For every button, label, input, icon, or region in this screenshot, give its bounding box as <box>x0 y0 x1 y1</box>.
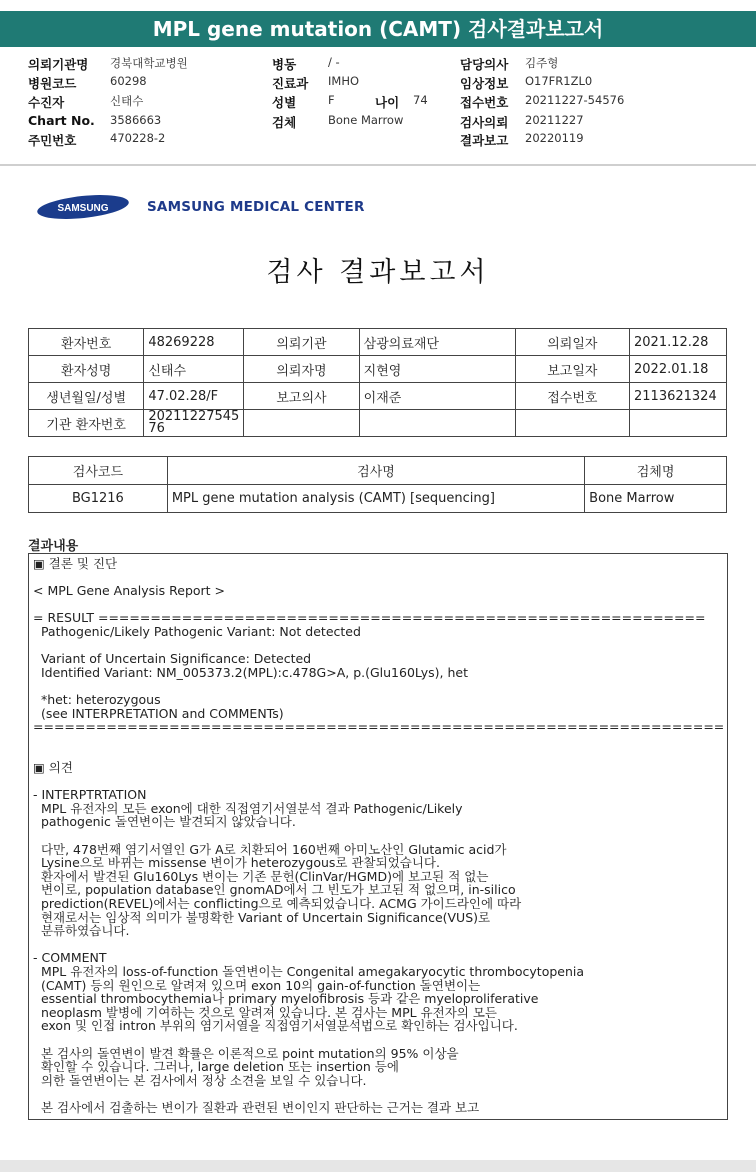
meta-value: 470228-2 <box>110 131 166 145</box>
table-header-cell <box>515 410 629 437</box>
table-header-cell: 환자번호 <box>29 329 144 356</box>
result-line: 분류하였습니다. <box>33 923 130 939</box>
table-row <box>29 485 727 513</box>
patient-info-table <box>28 328 727 437</box>
table-cell <box>359 410 515 437</box>
result-line: - INTERPTRTATION <box>33 787 147 803</box>
table-header-row <box>29 457 727 485</box>
result-line: = RESULT ========================================================== <box>33 610 706 626</box>
meta-value: 경북대학교병원 <box>110 56 188 70</box>
result-line: 환자에서 발견된 Glu160Lys 변이는 기존 문헌(ClinVar/HGMD)에 보고된 적 없는 <box>33 868 489 884</box>
meta-label: 병원코드 <box>28 76 77 91</box>
samsung-oval-icon <box>36 194 130 220</box>
result-line: ================================================================== <box>33 719 725 735</box>
table-header-cell: 의뢰자명 <box>244 356 359 383</box>
result-line: 현재로서는 임상적 의미가 불명확한 Variant of Uncertain Significance(VUS)로 <box>33 909 491 925</box>
table-row <box>29 383 727 410</box>
table-cell: 지현영 <box>359 356 515 383</box>
table-cell: 삼광의료재단 <box>359 329 515 356</box>
report-title: 검사 결과보고서 <box>266 257 490 288</box>
result-line: 본 검사의 돌연변이 발견 확률은 이론적으로 point mutation의 95% 이상을 <box>33 1045 459 1061</box>
result-line: essential thrombocythemia나 primary myelofibrosis 등과 같은 myeloproliferative <box>33 991 539 1007</box>
result-line: exon 및 인접 intron 부위의 염기서열을 직접염기서열분석법으로 확인하는 검사입니다. <box>33 1018 518 1034</box>
table-cell: 48269228 <box>144 329 244 356</box>
table-cell: Bone Marrow <box>585 485 727 513</box>
meta-label: 담당의사 <box>460 57 509 72</box>
result-line: (see INTERPRETATION and COMMENTs) <box>33 705 284 721</box>
result-line: ▣ 의견 <box>33 760 73 775</box>
meta-label: 임상정보 <box>460 76 509 91</box>
divider <box>0 164 756 166</box>
result-line: MPL 유전자의 loss-of-function 돌연변이는 Congenital amegakaryocytic thrombocytopenia <box>33 964 585 979</box>
meta-value: IMHO <box>328 74 360 88</box>
meta-label: 병동 <box>272 57 297 72</box>
meta-label: 결과보고 <box>460 133 509 148</box>
table-header-cell: 생년월일/성별 <box>29 383 144 410</box>
result-line: - COMMENT <box>33 950 107 966</box>
result-line: Pathogenic/Likely Pathogenic Variant: Not detected <box>33 624 361 639</box>
result-line: Lysine으로 바뀌는 missense 변이가 heterozygous로 관찰되었습니다. <box>33 855 440 871</box>
table-cell: BG1216 <box>29 485 168 513</box>
table-cell: MPL gene mutation analysis (CAMT) [sequencing] <box>167 485 584 513</box>
table-header-cell: 보고의사 <box>244 383 359 410</box>
meta-value: 20211227 <box>525 113 584 127</box>
meta-value: / - <box>328 55 340 69</box>
meta-label: 검체 <box>272 115 297 130</box>
meta-value: Bone Marrow <box>328 113 404 127</box>
meta-label: 성별 <box>272 95 297 110</box>
table-cell: 2022.01.18 <box>630 356 727 383</box>
meta-label: 진료과 <box>272 76 309 91</box>
result-line: (CAMT) 등의 원인으로 알려져 있으며 exon 10의 gain-of-function 돌연변이는 <box>33 977 481 993</box>
result-section-label: 결과내용 <box>28 539 79 554</box>
meta-value: F <box>328 93 335 107</box>
table-cell: 2113621324 <box>630 383 727 410</box>
table-header-cell: 검체명 <box>585 457 727 485</box>
meta-value: O17FR1ZL0 <box>525 74 593 88</box>
result-line: 의한 돌연변이는 본 검사에서 정상 소견을 보일 수 있습니다. <box>33 1072 367 1088</box>
meta-label: 수진자 <box>28 95 65 110</box>
table-cell: 2021.12.28 <box>630 329 727 356</box>
meta-value: 김주형 <box>525 56 559 70</box>
table-header-cell: 접수번호 <box>515 383 629 410</box>
meta-value: 74 <box>413 93 428 107</box>
meta-label: 나이 <box>375 95 400 110</box>
result-content-box[interactable] <box>28 553 728 1120</box>
meta-label: 접수번호 <box>460 95 509 110</box>
result-line: Variant of Uncertain Significance: Detected <box>33 651 312 667</box>
result-line: neoplasm 발병에 기여하는 것으로 알려져 있습니다. 본 검사는 MPL 유전자의 모든 <box>33 1004 497 1020</box>
table-cell: 이재준 <box>359 383 515 410</box>
result-line: MPL 유전자의 모든 exon에 대한 직접염기서열분석 결과 Pathogenic/Likely <box>33 800 463 816</box>
table-cell <box>630 410 727 437</box>
table-header-cell: 의뢰일자 <box>515 329 629 356</box>
report-meta <box>0 55 756 167</box>
table-header-cell: 검사명 <box>167 457 584 485</box>
test-info-table <box>28 456 727 513</box>
meta-value: 20211227-54576 <box>525 93 625 107</box>
result-line: pathogenic 돌연변이는 발견되지 않았습니다. <box>33 814 296 830</box>
table-cell: 신태수 <box>144 356 244 383</box>
result-line: prediction(REVEL)에서는 conflicting으로 예측되었습니다. ACMG 가이드라인에 따라 <box>33 896 522 911</box>
meta-label: 의뢰기관명 <box>28 57 89 72</box>
table-header-cell <box>244 410 359 437</box>
meta-label: Chart No. <box>28 113 95 128</box>
result-line: *het: heterozygous <box>33 692 161 707</box>
meta-value: 신태수 <box>110 94 144 108</box>
result-line: ▣ 결론 및 진단 <box>33 556 118 571</box>
samsung-brand-text: SAMSUNG <box>57 203 109 214</box>
table-cell: 47.02.28/F <box>144 383 244 410</box>
table-header-cell: 기관 환자번호 <box>29 410 144 437</box>
result-line: < MPL Gene Analysis Report > <box>33 583 226 599</box>
medical-center-name: SAMSUNG MEDICAL CENTER <box>147 199 365 215</box>
bottom-bar <box>0 1160 756 1172</box>
table-header-cell: 보고일자 <box>515 356 629 383</box>
table-header-cell: 환자성명 <box>29 356 144 383</box>
table-cell: 20211227545 76 <box>144 410 244 437</box>
table-row <box>29 410 727 437</box>
result-line: 확인할 수 있습니다. 그러나, large deletion 또는 insertion 등에 <box>33 1059 399 1075</box>
meta-label: 주민번호 <box>28 133 77 148</box>
table-header-cell: 의뢰기관 <box>244 329 359 356</box>
meta-value: 3586663 <box>110 113 162 127</box>
table-row <box>29 356 727 383</box>
result-line: 변이로, population database인 gnomAD에서 그 빈도가 보고된 적 없으며, in-silico <box>33 882 516 898</box>
table-row <box>29 329 727 356</box>
result-line: 본 검사에서 검출하는 변이가 질환과 관련된 변이인지 판단하는 근거는 결과 보고 <box>33 1100 480 1115</box>
meta-value: 20220119 <box>525 131 584 145</box>
report-header-title: MPL gene mutation (CAMT) 검사결과보고서 <box>0 11 756 47</box>
table-header-cell: 검사코드 <box>29 457 168 485</box>
result-line: 다만, 478번째 염기서열인 G가 A로 치환되어 160번째 아미노산인 Glutamic acid가 <box>33 841 507 857</box>
meta-label: 검사의뢰 <box>460 115 509 130</box>
result-line: Identified Variant: NM_005373.2(MPL):c.478G>A, p.(Glu160Lys), het <box>33 664 468 680</box>
meta-value: 60298 <box>110 74 147 88</box>
